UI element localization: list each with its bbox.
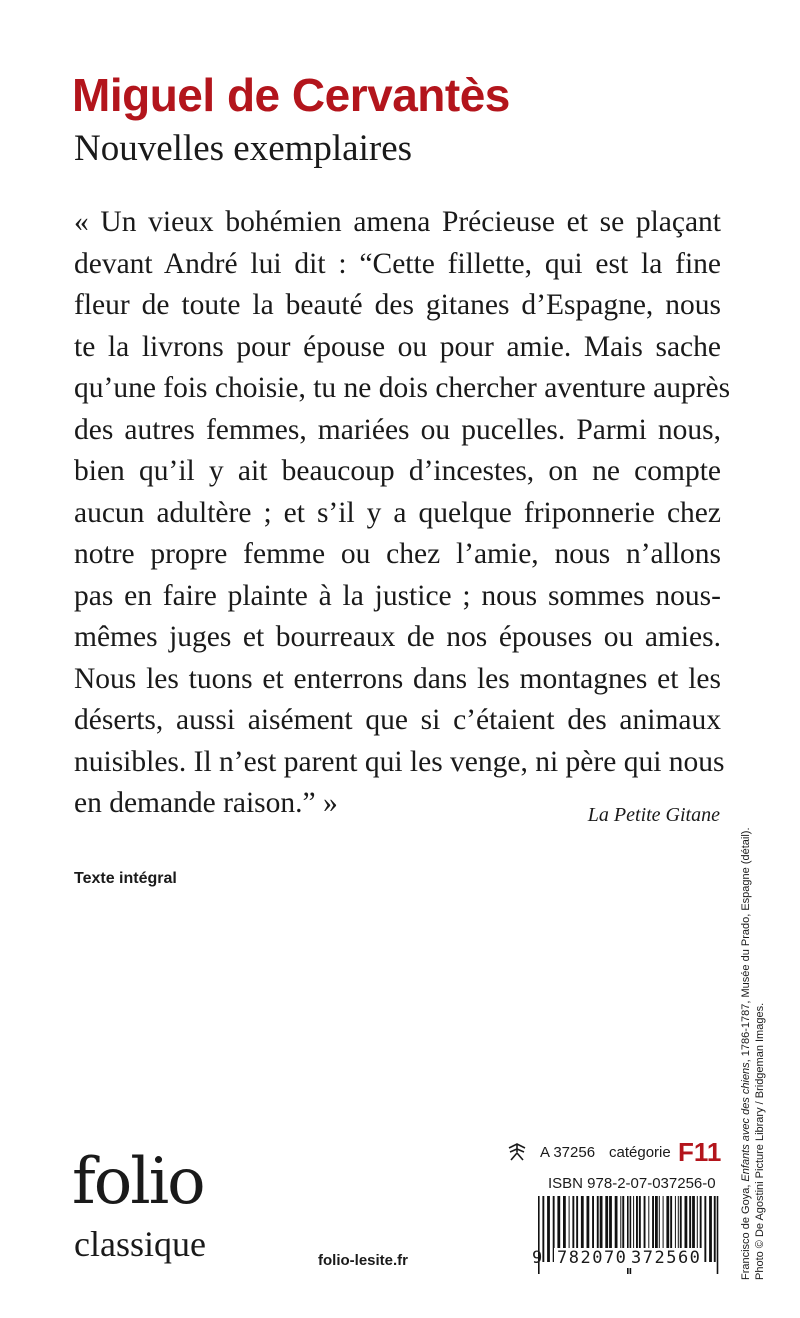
isbn: ISBN 978-2-07-037256-0 (548, 1175, 716, 1192)
credit-line-1: Francisco de Goya, Enfants avec des chiens, 1786-1787, Musée du Prado, Espagne (détail). (740, 827, 752, 1280)
book-title: Nouvelles exemplaires (74, 128, 413, 169)
excerpt-line: déserts, aussi aisément que si c’étaient des animaux (74, 704, 721, 736)
barcode-digit-group-2: 372560 (628, 1248, 704, 1268)
excerpt-line: Nous les tuons et enterrons dans les montagnes et les (74, 662, 721, 695)
logo-classique-word: classique (74, 1224, 206, 1264)
back-cover-excerpt (74, 202, 731, 825)
excerpt-line: notre propre femme ou chez l’amie, nous n’allons (74, 538, 721, 570)
excerpt-line: pas en faire plainte à la justice ; nous sommes nous- (74, 579, 721, 612)
barcode-digit-first: 9 (532, 1248, 543, 1268)
logo-folio-word: folio (72, 1145, 204, 1219)
category-value: F11 (678, 1137, 722, 1167)
excerpt-line: qu’une fois choisie, tu ne dois chercher aventure auprès (74, 372, 731, 404)
credit-line-2: Photo © De Agostini Picture Library / Bridgeman Images. (754, 1002, 766, 1280)
excerpt-line: devant André lui dit : “Cette fillette, qui est la fine (74, 247, 721, 280)
author-name: Miguel de Cervantès (72, 69, 510, 121)
folio-classique-logo (72, 1145, 232, 1280)
publisher-website: folio-lesite.fr (318, 1252, 409, 1269)
catalog-row (507, 1137, 722, 1168)
excerpt-line: aucun adultère ; et s’il y a quelque friponnerie chez (74, 496, 721, 529)
excerpt-line: mêmes juges et bourreaux de nos épouses ou amies. (74, 621, 721, 653)
edition-note: Texte intégral (74, 870, 177, 887)
excerpt-line: te la livrons pour épouse ou pour amie. Mais sache (74, 330, 721, 363)
excerpt-line: en demande raison.” » (74, 787, 338, 819)
catalog-code: A 37256 (540, 1144, 596, 1161)
category-label: catégorie (609, 1144, 671, 1161)
excerpt-line: nuisibles. Il n’est parent qui les venge, ni père qui nous (74, 745, 725, 778)
excerpt-line: des autres femmes, mariées ou pucelles. Parmi nous, (74, 413, 721, 446)
excerpt-line: bien qu’il y ait beaucoup d’incestes, on ne compte (74, 455, 721, 487)
excerpt-line: « Un vieux bohémien amena Précieuse et se plaçant (74, 206, 721, 238)
barcode-digit-group-1: 782070 (554, 1248, 630, 1268)
book-ornament-icon (507, 1142, 527, 1162)
excerpt-source: La Petite Gitane (587, 804, 720, 826)
barcode-digits (532, 1248, 722, 1278)
excerpt-line: fleur de toute la beauté des gitanes d’Espagne, nous (74, 289, 721, 321)
